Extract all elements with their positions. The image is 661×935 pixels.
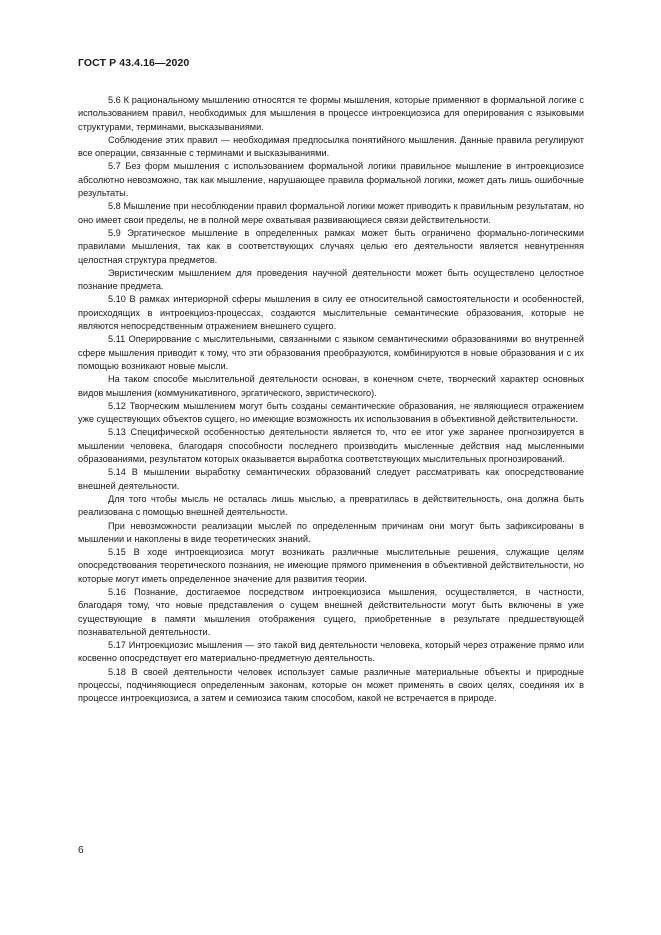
paragraph: На таком способе мыслительной деятельности основан, в конечном счете, творческий характер основных видов мышления (коммуникативного, эргатического, эвристического). — [78, 374, 584, 398]
paragraph: Соблюдение этих правил — необходимая предпосылка понятийного мышления. Данные правила регулируют все операции, связанные с терминами и высказываниями. — [78, 134, 584, 159]
paragraph-5-17: 5.17 Интроекциозис мышления — это такой вид деятельности человека, который через отражение прямо или косвенно опосредствует его материально-предметную деятельность. — [78, 640, 584, 664]
paragraph-5-6: 5.6 К рациональному мышлению относятся те формы мышления, которые применяют в формальной логике с использованием правил, необходимых для мышления в процессе интроекциозиса для оперирования с языковыми структурами, терминами, высказываниями. — [78, 95, 584, 132]
paragraph-5-15: 5.15 В ходе интроекциозиса могут возникать различные мыслительные решения, служащие целям опосредствования теоретического познания, не имеющие прямого применения в объективной действительности, но которые могут иметь определенное значение для развития теории. — [78, 547, 584, 584]
paragraph: Для того чтобы мысль не осталась лишь мыслью, а превратилась в действительность, она должна быть реализована с помощью внешней деятельности. — [78, 493, 584, 518]
paragraph-5-10: 5.10 В рамках интериорной сферы мышления в силу ее относительной самостоятельности и особенностей, происходящих в интроекциоз-процессах, создаются мыслительные семантические образования, которые не являются непосредственным отражением внешнего сущего. — [78, 294, 584, 332]
paragraph-5-18: 5.18 В своей деятельности человек использует самые различные материальные объекты и природные процессы, подчиняющиеся определенным законам, которые он может применять в своих целях, соединяя их в процессе интроекциозиса, а затем и семиозиса таким способом, какой не встречается в природе. — [78, 666, 584, 704]
paragraph-5-13: 5.13 Специфической особенностью деятельности является то, что ее итог уже заранее прогнозируется в мышлении человека, благодаря способности последнего производить мысленные действия над мысленными образованиями, результатом которых оказывается выработка соответствующих мыслительных прогнозирований. — [78, 427, 584, 465]
paragraph-5-7: 5.7 Без форм мышления с использованием формальной логики правильное мышление в интроекциозисе абсолютно невозможно, так как мышление, нарушающее правила формальной логики, может дать лишь ошибочные результаты. — [78, 161, 584, 199]
paragraph-5-16: 5.16 Познание, достигаемое посредством интроекциозиса мышления, осуществляется, в частности, благодаря тому, что новые представления о сущем внешней действительности могут быть включены в уже существующие в памяти мышления отображения сущего, приобретенные в результате предшествующей познавательной деятельности. — [78, 586, 584, 637]
paragraph-5-11: 5.11 Оперирование с мыслительными, связанными с языком семантическими образованиями во внутренней сфере мышления приводит к тому, что эти образования преобразуются, комбинируются в новые образования и с их помощью возникают новые мысли. — [78, 334, 584, 371]
document-code: ГОСТ Р 43.4.16—2020 — [78, 57, 190, 69]
paragraph-5-9: 5.9 Эргатическое мышление в определенных рамках может быть ограничено формально-логическими правилами мышления, так как в соответствующих случаях целью его деятельности является невнутренняя целостная структура предметов. — [78, 227, 584, 265]
paragraph-5-12: 5.12 Творческим мышлением могут быть созданы семантические образования, не являющиеся отражением уже существующих объектов сущего, но имеющие возможность их использования в объективной действительности. — [78, 400, 584, 425]
paragraph: При невозможности реализации мыслей по определенным причинам они могут быть зафиксированы в мышлении и накоплены в виде теоретических знаний. — [78, 520, 584, 544]
page-number: 6 — [78, 845, 84, 856]
paragraph: Эвристическим мышлением для проведения научной деятельности может быть осуществлено целостное познание предмета. — [78, 267, 584, 292]
paragraph-5-8: 5.8 Мышление при несоблюдении правил формальной логики может приводить к правильным результатам, но оно имеет свои пределы, не в полной мере охватывая развивающиеся связи действительности. — [78, 201, 584, 225]
page-body — [78, 94, 584, 706]
paragraph-5-14: 5.14 В мышлении выработку семантических образований следует рассматривать как опосредствование внешней деятельности. — [78, 467, 584, 491]
